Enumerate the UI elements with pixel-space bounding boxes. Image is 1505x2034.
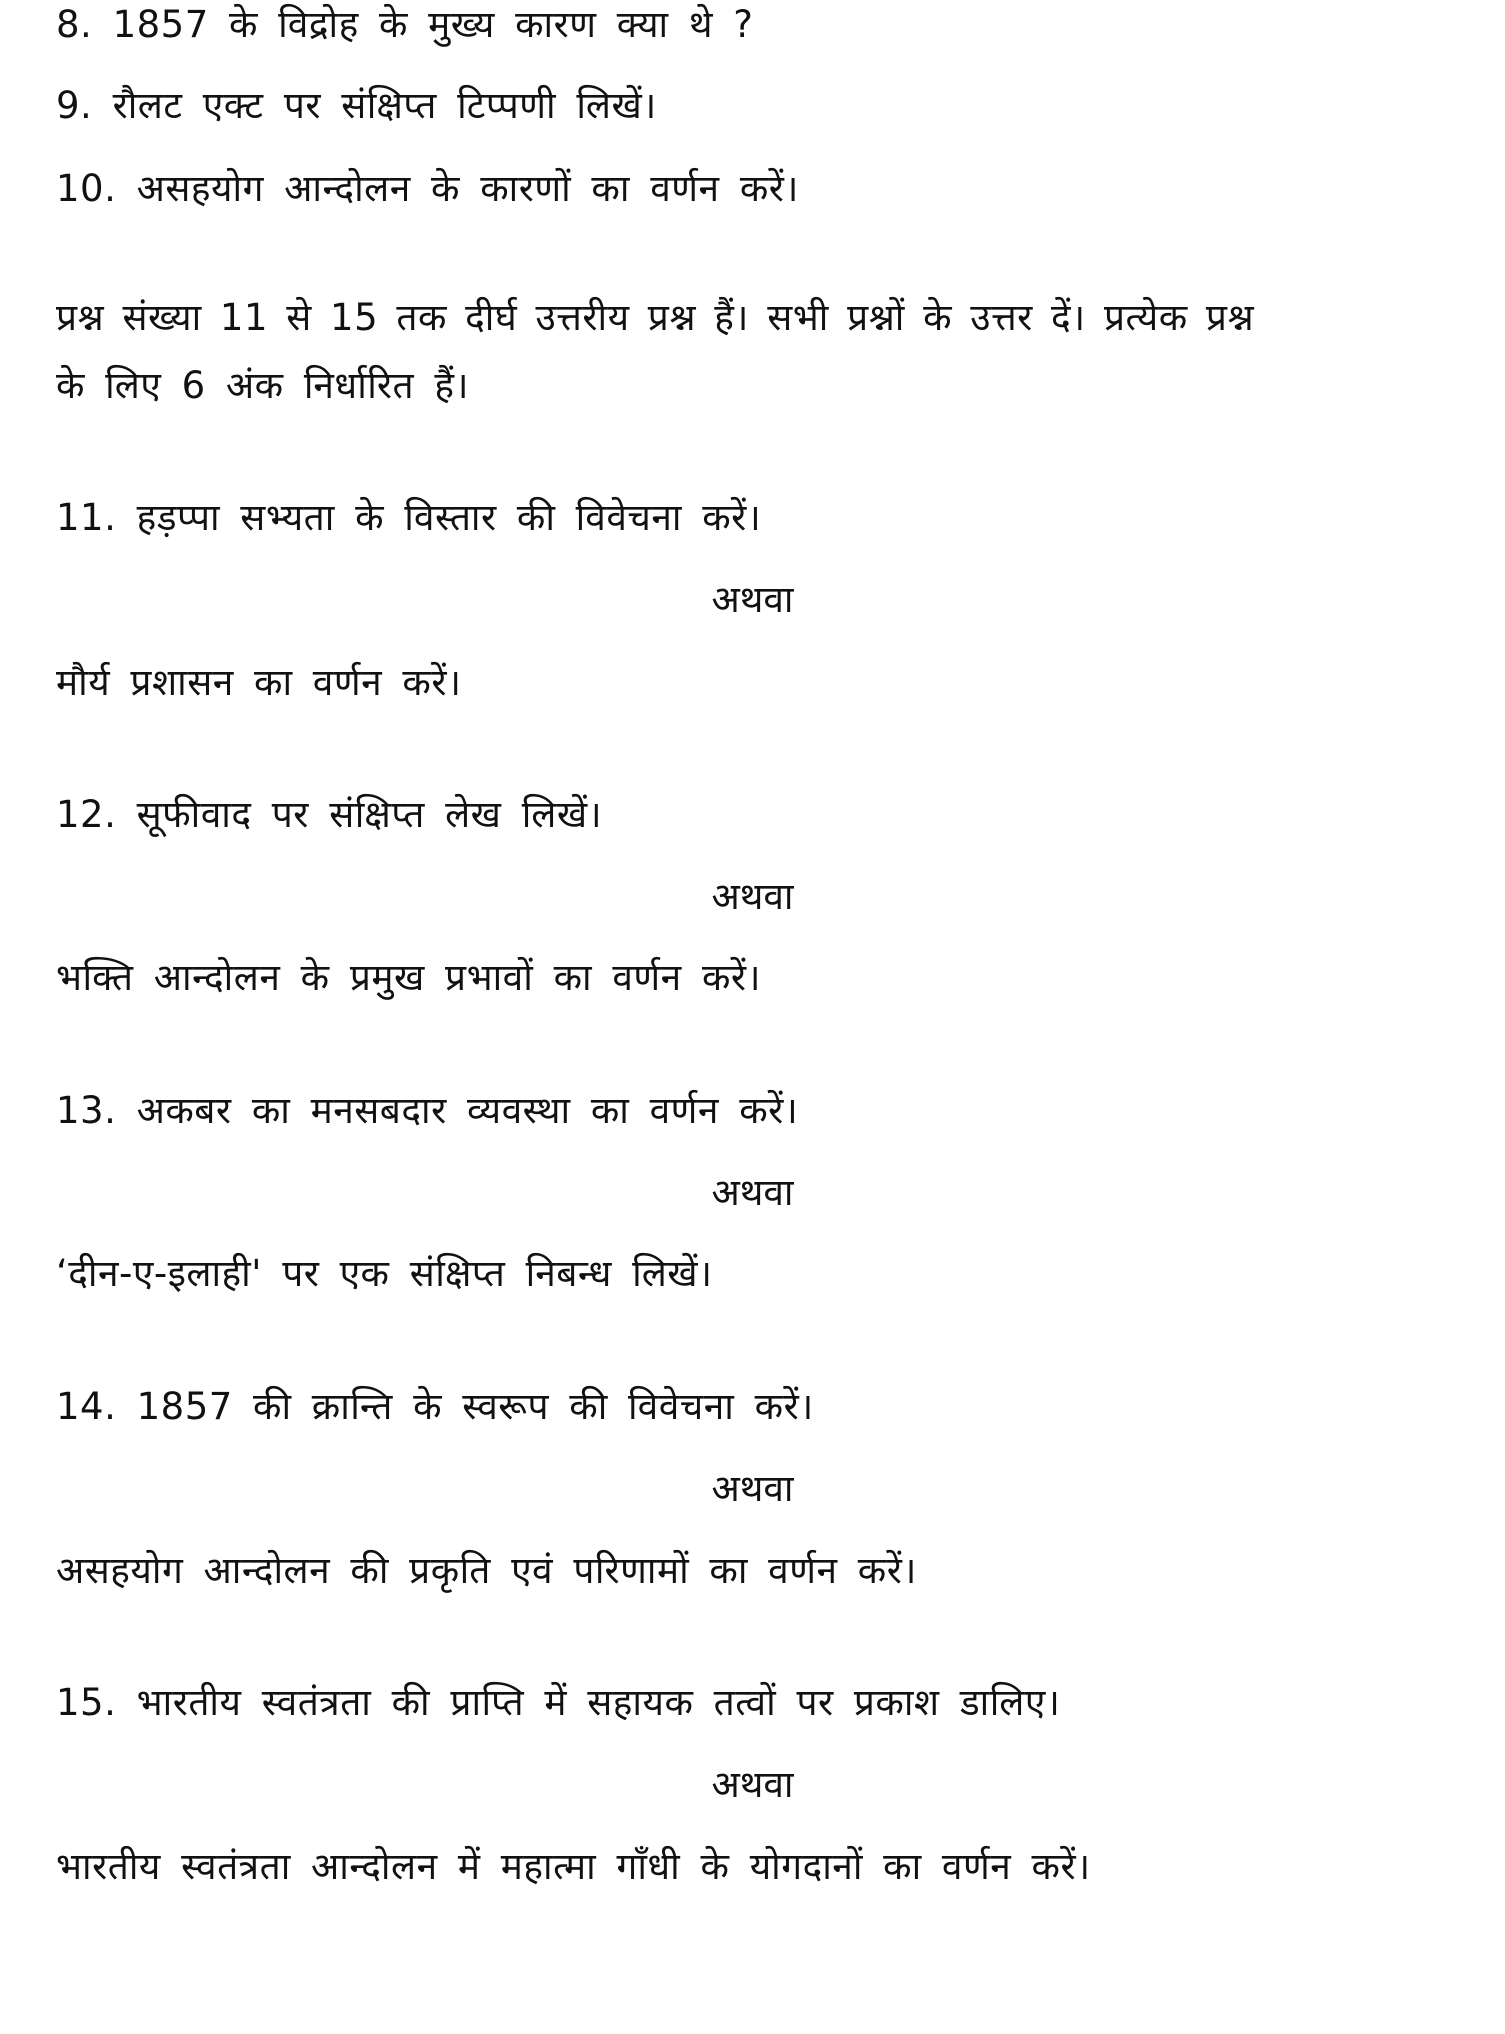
- question-number: 8.: [56, 3, 93, 46]
- question-14-alternative: असहयोग आन्दोलन की प्रकृति एवं परिणामों का वर्णन करें।: [56, 1549, 917, 1592]
- question-text: असहयोग आन्दोलन के कारणों का वर्णन करें।: [136, 167, 799, 210]
- instructions-line-1: प्रश्न संख्या 11 से 15 तक दीर्घ उत्तरीय प्रश्न हैं। सभी प्रश्नों के उत्तर दें। प्रत्येक प्रश्न: [56, 296, 1255, 339]
- question-text: 1857 के विद्रोह के मुख्य कारण क्या थे ?: [112, 3, 754, 46]
- or-label: अथवा: [711, 578, 794, 621]
- question-number: 10.: [56, 167, 117, 210]
- question-number: 13.: [56, 1089, 117, 1132]
- question-text: भारतीय स्वतंत्रता की प्राप्ति में सहायक तत्वों पर प्रकाश डालिए।: [136, 1681, 1061, 1724]
- question-text: हड़प्पा सभ्यता के विस्तार की विवेचना करें।: [136, 496, 762, 539]
- or-label: अथवा: [711, 1171, 794, 1214]
- or-label: अथवा: [711, 875, 794, 918]
- or-label: अथवा: [711, 1763, 794, 1806]
- question-15-alternative: भारतीय स्वतंत्रता आन्दोलन में महात्मा गाँधी के योगदानों का वर्णन करें।: [56, 1845, 1091, 1888]
- question-text: 1857 की क्रान्ति के स्वरूप की विवेचना करें।: [136, 1385, 814, 1428]
- question-14: [56, 1382, 814, 1432]
- or-label: अथवा: [711, 1467, 794, 1510]
- question-text: अकबर का मनसबदार व्यवस्था का वर्णन करें।: [136, 1089, 799, 1132]
- question-text: सूफीवाद पर संक्षिप्त लेख लिखें।: [136, 793, 603, 836]
- question-12: [56, 790, 602, 840]
- question-15: [56, 1678, 1060, 1728]
- question-13: [56, 1086, 798, 1136]
- question-9: [56, 81, 657, 131]
- question-number: 12.: [56, 793, 117, 836]
- question-11-alternative: मौर्य प्रशासन का वर्णन करें।: [56, 661, 462, 704]
- question-12-alternative: भक्ति आन्दोलन के प्रमुख प्रभावों का वर्णन करें।: [56, 956, 762, 999]
- question-11: [56, 493, 761, 543]
- question-text: रौलट एक्ट पर संक्षिप्त टिप्पणी लिखें।: [112, 84, 657, 127]
- question-8: [56, 0, 753, 50]
- question-13-alternative: ‘दीन-ए-इलाही' पर एक संक्षिप्त निबन्ध लिखें।: [56, 1252, 713, 1295]
- question-number: 15.: [56, 1681, 117, 1724]
- question-number: 11.: [56, 496, 117, 539]
- question-10: [56, 164, 799, 214]
- instructions-line-2: के लिए 6 अंक निर्धारित हैं।: [56, 364, 470, 407]
- question-number: 9.: [56, 84, 93, 127]
- question-number: 14.: [56, 1385, 117, 1428]
